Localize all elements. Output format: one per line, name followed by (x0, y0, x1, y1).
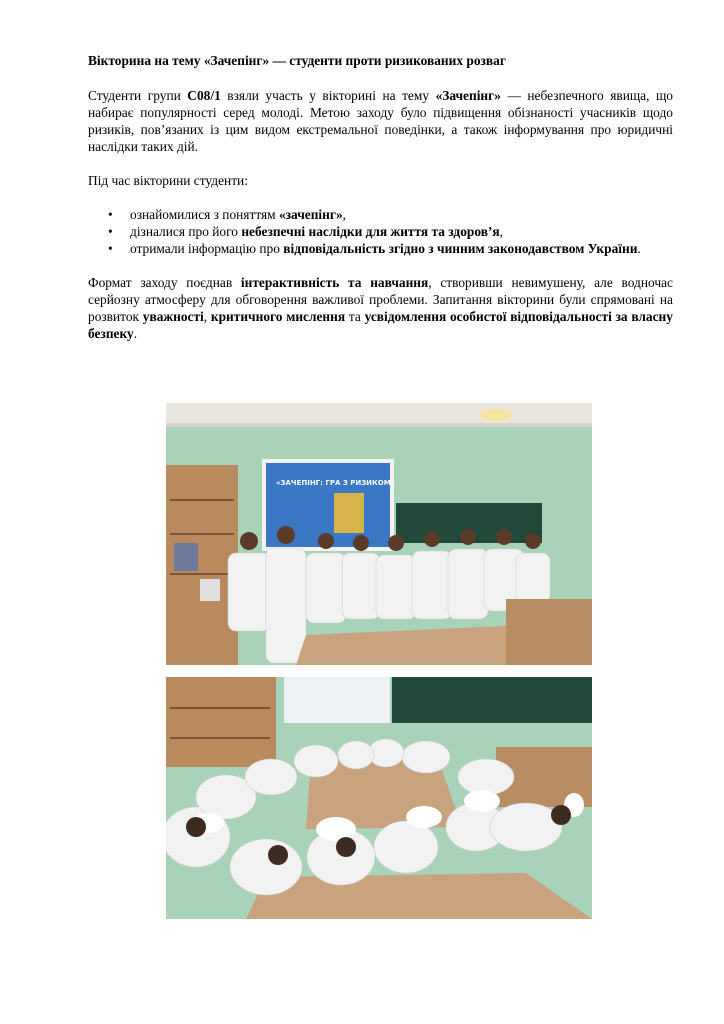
paragraph-intro (88, 87, 673, 155)
topic-name: «Зачепінг» (435, 88, 501, 103)
text: — небезпечного явища, що набирає популярності серед молоді. Метою заходу було підвищення обізнаності учасників щодо ризиків, пов’язаних із цим видом екстремальної поведінки, а також інформування про юридичні наслідки таких дій. (88, 88, 674, 154)
list-item (130, 206, 673, 223)
slide-title: «ЗАЧЕПІНГ: ГРА З РИЗИКОМ» (276, 479, 396, 487)
bold-text: критичного мислення (210, 309, 346, 324)
bold-text: уважності (142, 309, 204, 324)
text: взяли участь у вікторині на тему (220, 88, 436, 103)
table-photo (166, 677, 592, 919)
text: , (499, 224, 503, 239)
bold-text: «зачепінг» (278, 207, 343, 222)
bold-text: інтерактивність та навчання (240, 275, 429, 290)
group-name: С08/1 (187, 88, 221, 103)
text: Формат заходу поєднав (88, 275, 241, 290)
text: ознайомилися з поняттям (130, 207, 279, 222)
bullet-list (88, 206, 673, 257)
text: , (203, 309, 211, 324)
text: Студенти групи (88, 88, 188, 103)
bold-text: відповідальність згідно з чинним законодавством України (283, 241, 638, 256)
text: , створивши невимушену, але водночас серйозну атмосферу для обговорення важливої проблеми. Запитання вікторини були спрямовані на розвиток (88, 275, 673, 324)
list-intro: Під час вікторини студенти: (88, 173, 248, 188)
group-photo (166, 403, 592, 665)
bold-text: небезпечні наслідки для життя та здоров’я (241, 224, 500, 239)
table-photo-illustration (166, 677, 592, 919)
bold-text: усвідомлення особистої відповідальності за власну безпеку (88, 309, 673, 341)
paragraph-format (88, 274, 673, 342)
group-photo-illustration (166, 403, 592, 665)
list-item (130, 240, 673, 257)
text: . (133, 326, 138, 341)
article (88, 52, 673, 342)
text: та (345, 309, 365, 324)
text: , (342, 207, 347, 222)
list-item (130, 223, 673, 240)
article-title: Вікторина на тему «Зачепінг» — студенти проти ризикованих розваг (88, 53, 506, 68)
text: . (637, 241, 641, 256)
text: дізналися про його (130, 224, 242, 239)
text: отримали інформацію про (130, 241, 284, 256)
